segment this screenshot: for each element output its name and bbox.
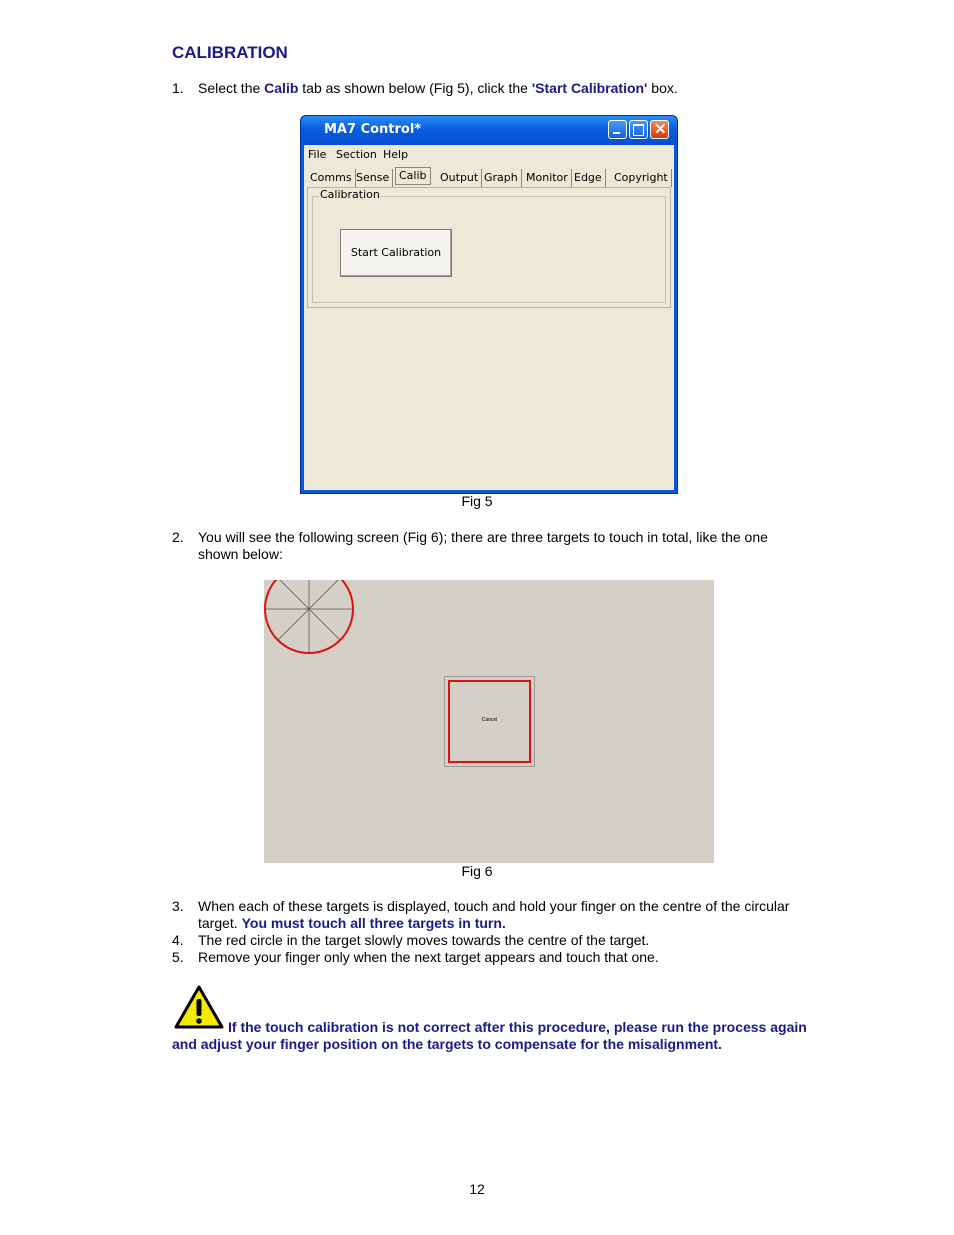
step-number: 3. — [172, 898, 184, 914]
tab-strip — [307, 167, 674, 187]
step-text: The red circle in the target slowly moves towards the centre of the target. — [198, 932, 650, 948]
ma7-control-window — [300, 115, 678, 494]
close-button[interactable] — [650, 120, 669, 139]
groupbox-label: Calibration — [320, 188, 380, 201]
tab-graph[interactable]: Graph — [481, 169, 522, 187]
window-client-area — [304, 145, 674, 490]
step-2 — [172, 529, 812, 563]
tab-monitor[interactable]: Monitor — [523, 169, 572, 187]
maximize-icon — [633, 124, 644, 136]
close-icon: ✕ — [654, 121, 667, 138]
step-number: 1. — [172, 80, 184, 96]
calib-emphasis: Calib — [264, 80, 299, 96]
maximize-button[interactable] — [629, 120, 648, 139]
minimize-icon — [613, 132, 620, 134]
cancel-label: Cancel — [481, 717, 498, 723]
start-calibration-emphasis: 'Start Calibration' — [531, 80, 648, 96]
menu-help[interactable]: Help — [383, 148, 409, 161]
tab-output[interactable]: Output — [437, 169, 482, 187]
tab-copyright[interactable]: Copyright — [611, 169, 672, 187]
step-text: You will see the following screen (Fig 6); there are three targets to touch in total, like the one shown below: — [198, 529, 768, 562]
step-text: tab as shown below (Fig 5), click the — [298, 80, 532, 96]
step-number: 2. — [172, 529, 184, 545]
step-text: box. — [647, 80, 678, 96]
step-number: 4. — [172, 932, 184, 948]
fig5-caption: Fig 5 — [461, 493, 493, 509]
fig6-caption: Fig 6 — [461, 863, 493, 879]
step-number: 5. — [172, 949, 184, 965]
cancel-button[interactable] — [444, 676, 535, 767]
start-calibration-button[interactable]: Start Calibration — [340, 229, 452, 277]
step-4 — [172, 932, 812, 949]
step-emphasis: You must touch all three targets in turn. — [241, 915, 506, 931]
step-5 — [172, 949, 812, 966]
calibration-screen — [264, 580, 714, 863]
title-bar[interactable] — [301, 116, 677, 145]
circular-target-icon[interactable] — [264, 580, 364, 660]
menu-bar — [304, 145, 674, 163]
tab-edge[interactable]: Edge — [571, 169, 606, 187]
tab-comms[interactable]: Comms — [307, 169, 356, 187]
warning-text: If the touch calibration is not correct after this procedure, please run the process again and adjust your finger position on the targets to compensate for the misalignment. — [172, 1019, 807, 1052]
tab-sense[interactable]: Sense — [353, 169, 393, 187]
menu-file[interactable]: File — [308, 148, 327, 161]
window-title: MA7 Control* — [324, 122, 422, 137]
step-text: Select the — [198, 80, 265, 96]
minimize-button[interactable] — [608, 120, 627, 139]
menu-section[interactable]: Section — [336, 148, 377, 161]
page-number: 12 — [469, 1181, 485, 1197]
step-text: Remove your finger only when the next target appears and touch that one. — [198, 949, 659, 965]
step-3 — [172, 898, 812, 932]
step-1 — [172, 80, 812, 97]
section-heading: CALIBRATION — [172, 43, 288, 62]
tab-calib[interactable]: Calib — [395, 167, 431, 185]
step-text: When each of these targets is displayed, touch and hold your finger on the centre of the circular target. — [198, 898, 790, 931]
